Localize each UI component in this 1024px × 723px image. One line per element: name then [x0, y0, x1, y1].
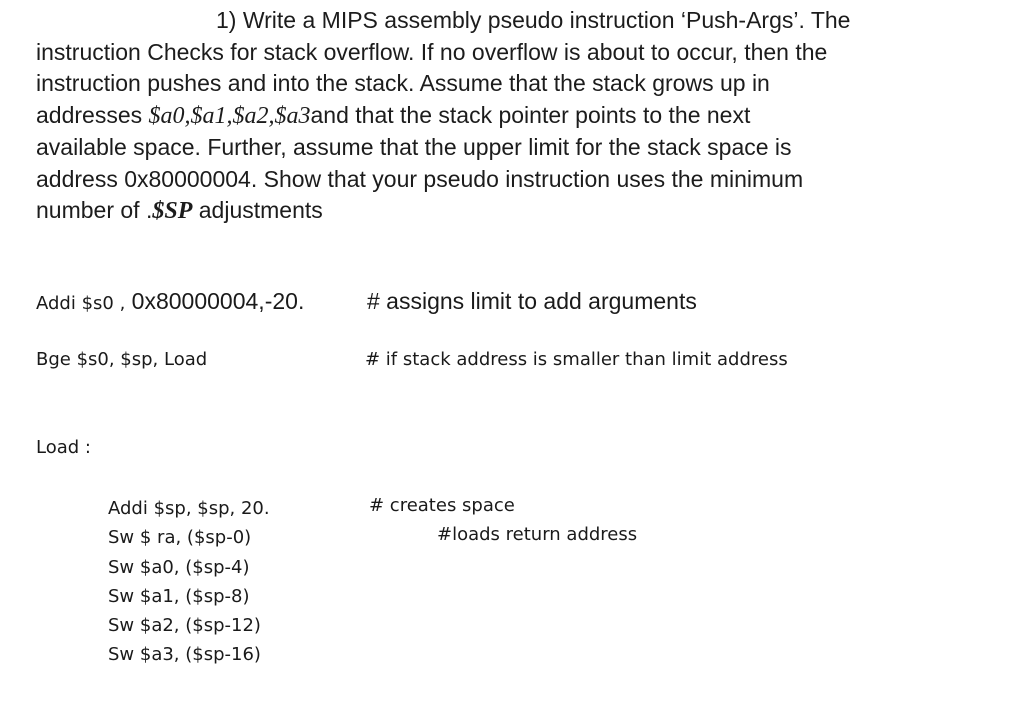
question-line-2: instruction Checks for stack overflow. If no overflow is about to occur, then the [36, 38, 828, 65]
register-a0: $a0 [148, 102, 185, 129]
code-block [108, 494, 270, 670]
question-line-7-prefix: number of . [36, 197, 153, 223]
question-line-7-suffix: adjustments [192, 197, 323, 223]
load-label: Load : [36, 437, 91, 458]
question-line-4-prefix: addresses [36, 101, 149, 128]
register-a1: ,$a1 [184, 102, 227, 129]
question-line-1: 1) Write a MIPS assembly pseudo instruction ‘Push-Args’. The [216, 7, 851, 33]
register-a2: ,$a2 [226, 102, 269, 129]
question-line-3: instruction pushes and into the stack. Assume that the stack grows up in [36, 70, 770, 96]
addi-instruction [36, 288, 304, 315]
code-line: Sw $ ra, ($sp-0) [108, 527, 252, 549]
addi-comment: # assigns limit to add arguments [367, 288, 697, 314]
code-line: Sw $a0, ($sp-4) [108, 556, 250, 578]
register-a3: ,$a3 [268, 102, 311, 129]
stack-pointer-symbol: $SP [152, 198, 193, 224]
addi-register-part: Addi $s0 , [36, 293, 126, 314]
code-line: Addi $sp, $sp, 20. [108, 498, 270, 519]
code-line: Sw $a1, ($sp-8) [108, 585, 250, 607]
question-line-5: available space. Further, assume that the upper limit for the stack space is [36, 134, 792, 160]
loads-return-comment: #loads return address [437, 524, 638, 545]
question-text [36, 5, 1006, 228]
code-line: Sw $a3, ($sp-16) [108, 644, 261, 666]
creates-space-comment: # creates space [369, 495, 515, 516]
bge-comment: # if stack address is smaller than limit address [365, 349, 788, 370]
addi-immediate-part: 0x80000004,-20. [125, 288, 305, 314]
question-line-6: address 0x80000004. Show that your pseudo instruction uses the minimum [36, 165, 804, 192]
question-line-4-suffix: and that the stack pointer points to the next [310, 101, 751, 128]
question-line-7 [36, 195, 1006, 228]
code-line: Sw $a2, ($sp-12) [108, 615, 261, 637]
question-line-4 [36, 100, 1006, 133]
bge-instruction: Bge $s0, $sp, Load [36, 349, 208, 370]
